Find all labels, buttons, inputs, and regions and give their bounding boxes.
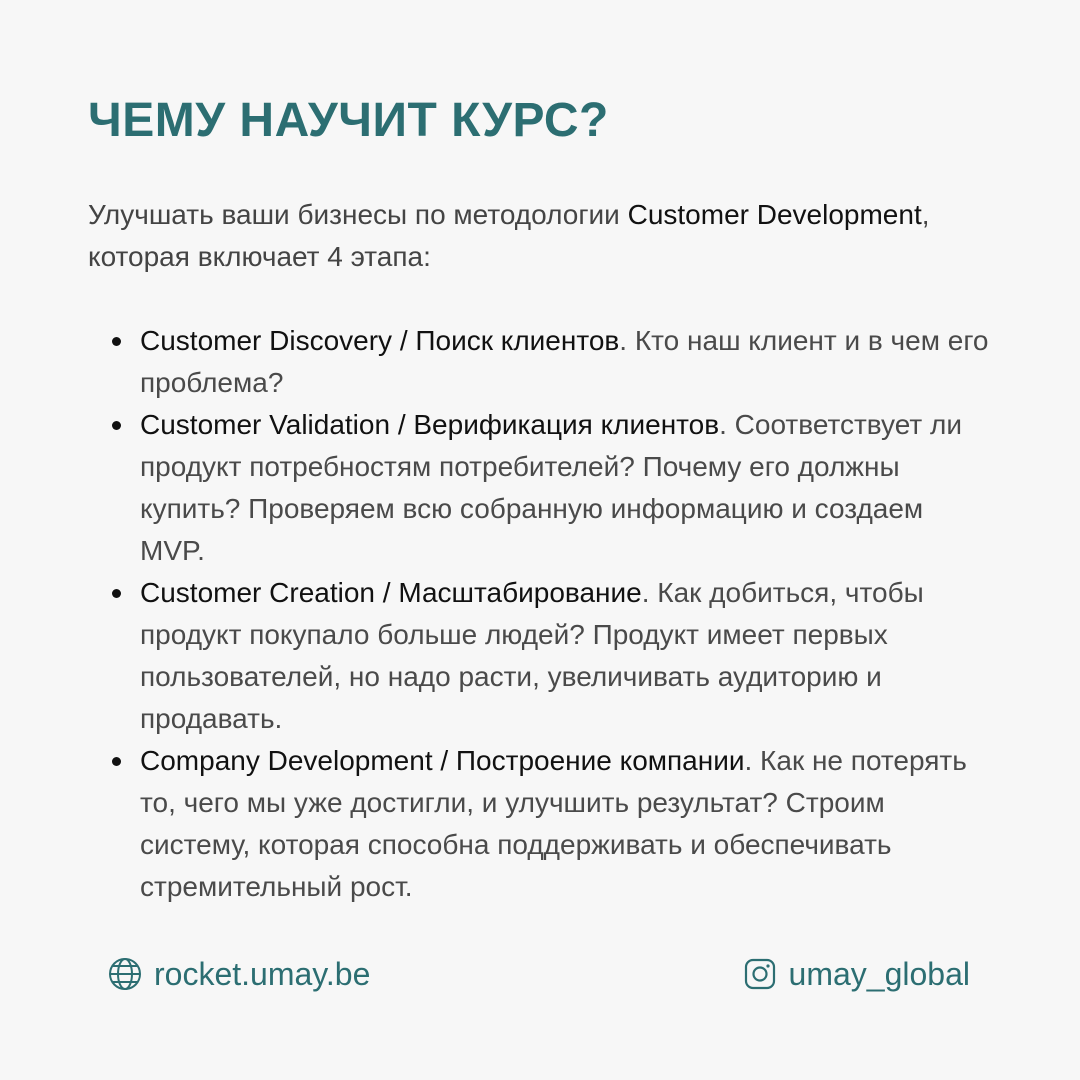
instagram-icon xyxy=(743,957,777,991)
instagram-text: umay_global xyxy=(788,955,970,992)
website-link[interactable] xyxy=(108,952,370,996)
intro-prefix: Улучшать ваши бизнесы по методологии xyxy=(88,199,628,230)
intro-suffix: , которая включает 4 этапа: xyxy=(88,199,930,272)
stage-text: . Кто наш клиент и в чем его проблема? xyxy=(140,325,989,398)
bullet-icon xyxy=(112,589,121,598)
stage-text: . Как не потерять то, чего мы уже достигли, и улучшить результат? Строим систему, которая способна поддерживать и обеспечивать стремительный рост. xyxy=(140,745,967,902)
stage-name: Company Development / Построение компании xyxy=(140,745,745,776)
stage-name: Customer Validation / Верификация клиентов xyxy=(140,409,720,440)
intro-method: Customer Development xyxy=(627,199,922,230)
stages-list xyxy=(140,320,990,908)
stage-name: Customer Discovery / Поиск клиентов xyxy=(140,325,620,356)
stage-text: . Как добиться, чтобы продукт покупало больше людей? Продукт имеет первых пользователей, но надо расти, увеличивать аудиторию и продавать. xyxy=(140,577,924,734)
website-text: rocket.umay.be xyxy=(154,955,371,992)
bullet-icon xyxy=(112,757,121,766)
stage-name: Customer Creation / Масштабирование xyxy=(140,577,642,608)
page-title: ЧЕМУ НАУЧИТ КУРС? xyxy=(88,94,609,147)
stage-item xyxy=(140,572,990,740)
globe-icon xyxy=(108,957,142,991)
stage-item xyxy=(140,320,990,404)
intro-paragraph xyxy=(88,194,988,278)
instagram-link[interactable] xyxy=(743,952,970,996)
stage-item xyxy=(140,740,990,908)
bullet-icon xyxy=(112,421,121,430)
stage-text: . Соответствует ли продукт потребностям потребителей? Почему его должны купить? Проверяем всю собранную информацию и создаем MVP. xyxy=(140,409,962,566)
bullet-icon xyxy=(112,337,121,346)
stage-item xyxy=(140,404,990,572)
